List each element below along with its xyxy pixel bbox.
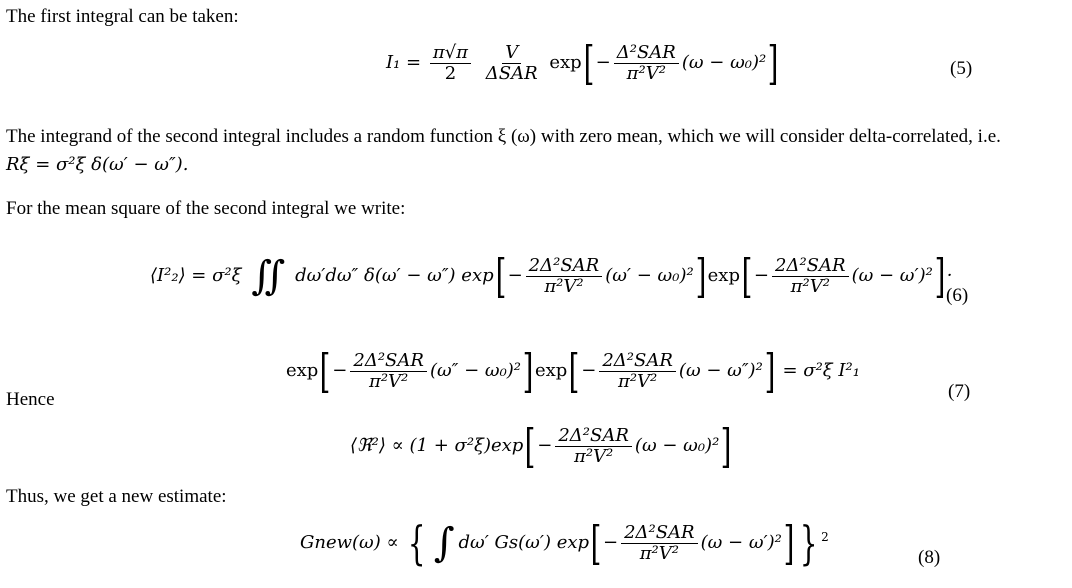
equation-number-5: (5)	[950, 58, 973, 79]
eq7b-term: (ω − ω₀)²	[634, 435, 720, 456]
eq7b-lhs: ⟨ℜ²⟩ ∝ (1 + σ²ξ)exp	[350, 435, 524, 456]
eq6-exp-2: exp	[707, 265, 740, 286]
eq5-frac1-num: π√π	[430, 43, 471, 64]
paragraph-hence: Hence	[6, 389, 55, 410]
eq7-term-1: (ω″ − ω₀)²	[429, 360, 522, 381]
eq5-frac3-den: π²V²	[626, 62, 666, 84]
eq5-frac2-den: ΔSAR	[485, 62, 538, 84]
eq5-fraction-3	[614, 43, 679, 84]
eq7-fraction-2	[599, 351, 676, 392]
eq8-frac-num: 2Δ²SAR	[621, 523, 698, 544]
eq8-fraction	[621, 523, 698, 564]
eq8-lhs: Gnew(ω) ∝	[300, 532, 399, 553]
equation-7: exp[− $\frac{\text{2Δ²SAR}}{\text{π²V²}}$ (ω″ − ω₀)²]exp[− $\frac{\text{2Δ²SAR}}{\text{π²V²}}$ (ω − ω″)²] = σ²ξ I²₁	[286, 344, 860, 398]
equation-8: Gnew(ω) ∝ { ∫ dω′ Gs(ω′) exp[− $\frac{\text{2Δ²SAR}}{\text{π²V²}}$ (ω − ω′)²] } $^2$	[300, 516, 829, 570]
eq5-fraction-1	[430, 43, 471, 84]
eq5-fraction-2	[483, 43, 541, 84]
paragraph-integrand: The integrand of the second integral includes a random function ξ (ω) with zero mean, which we will consider delta-correlated, i.e.	[6, 126, 1001, 147]
eq7-frac1-num: 2Δ²SAR	[350, 351, 427, 372]
equation-7b: ⟨ℜ²⟩ ∝ (1 + σ²ξ)exp[− $\frac{\text{2Δ²SAR}}{\text{π²V²}}$ (ω − ω₀)²]	[350, 419, 732, 473]
eq5-frac2-num: V	[502, 43, 521, 64]
paragraph-mean-square: For the mean square of the second integral we write:	[6, 198, 406, 219]
eq6-dot: ·	[946, 265, 953, 286]
eq7-fraction-1	[350, 351, 427, 392]
equation-number-8: (8)	[918, 547, 941, 568]
eq6-frac1-num: 2Δ²SAR	[526, 256, 603, 277]
eq6-term-2: (ω − ω′)²	[851, 265, 933, 286]
eq7b-fraction	[555, 426, 632, 467]
eq6-fraction-1	[526, 256, 603, 297]
r-xi-definition: Rξ = σ²ξ δ(ω′ − ω″).	[6, 154, 189, 175]
eq8-frac-den: π²V²	[639, 542, 679, 564]
equation-5: I₁ = $\frac{\pi√\pi}{2}$ $\frac{V}{\text{ΔSAR}}$ exp[− $\frac{\text{Δ²SAR}}{\text{π²V²}}$ (ω − ω₀)²]	[386, 36, 779, 90]
eq5-tail: (ω − ω₀)²	[681, 52, 767, 73]
eq5-frac3-num: Δ²SAR	[614, 43, 679, 64]
eq6-frac2-den: π²V²	[790, 275, 830, 297]
eq6-frac2-num: 2Δ²SAR	[772, 256, 849, 277]
eq6-fraction-2	[772, 256, 849, 297]
eq7-frac2-den: π²V²	[618, 370, 658, 392]
equation-number-7: (7)	[948, 381, 971, 402]
eq8-mid: dω′ Gs(ω′) exp	[458, 532, 590, 553]
eq7-exp-1: exp	[286, 360, 319, 381]
eq7b-frac-num: 2Δ²SAR	[555, 426, 632, 447]
paragraph-new-estimate: Thus, we get a new estimate:	[6, 486, 227, 507]
eq7-rhs: = σ²ξ I²₁	[782, 360, 860, 381]
eq7-term-2: (ω − ω″)²	[678, 360, 763, 381]
eq6-frac1-den: π²V²	[544, 275, 584, 297]
eq5-lhs: I₁ =	[386, 52, 422, 73]
eq6-term-1: (ω′ − ω₀)²	[605, 265, 694, 286]
eq7b-frac-den: π²V²	[574, 445, 614, 467]
eq7-exp-2: exp	[534, 360, 568, 381]
eq8-power: 2	[821, 530, 829, 544]
eq5-exp: exp	[549, 52, 582, 73]
eq8-term: (ω − ω′)²	[700, 532, 782, 553]
eq7-frac1-den: π²V²	[369, 370, 409, 392]
eq5-frac1-den: 2	[444, 62, 457, 84]
equation-6: ⟨I²₂⟩ = σ²ξ ∬ dω′dω″ δ(ω′ − ω″) exp[− $\frac{\text{2Δ²SAR}}{\text{π²V²}}$ (ω′ − ω₀)²]exp[− $\frac{\text{2Δ²SAR}}{\text{π²V²}}$ (ω − ω′)²]·	[150, 249, 953, 303]
eq7-frac2-num: 2Δ²SAR	[599, 351, 676, 372]
equation-number-6: (6)	[946, 285, 969, 306]
eq6-mid: dω′dω″ δ(ω′ − ω″) exp	[295, 265, 494, 286]
paragraph-intro: The first integral can be taken:	[6, 6, 239, 27]
eq6-lhs: ⟨I²₂⟩ = σ²ξ	[150, 265, 242, 286]
